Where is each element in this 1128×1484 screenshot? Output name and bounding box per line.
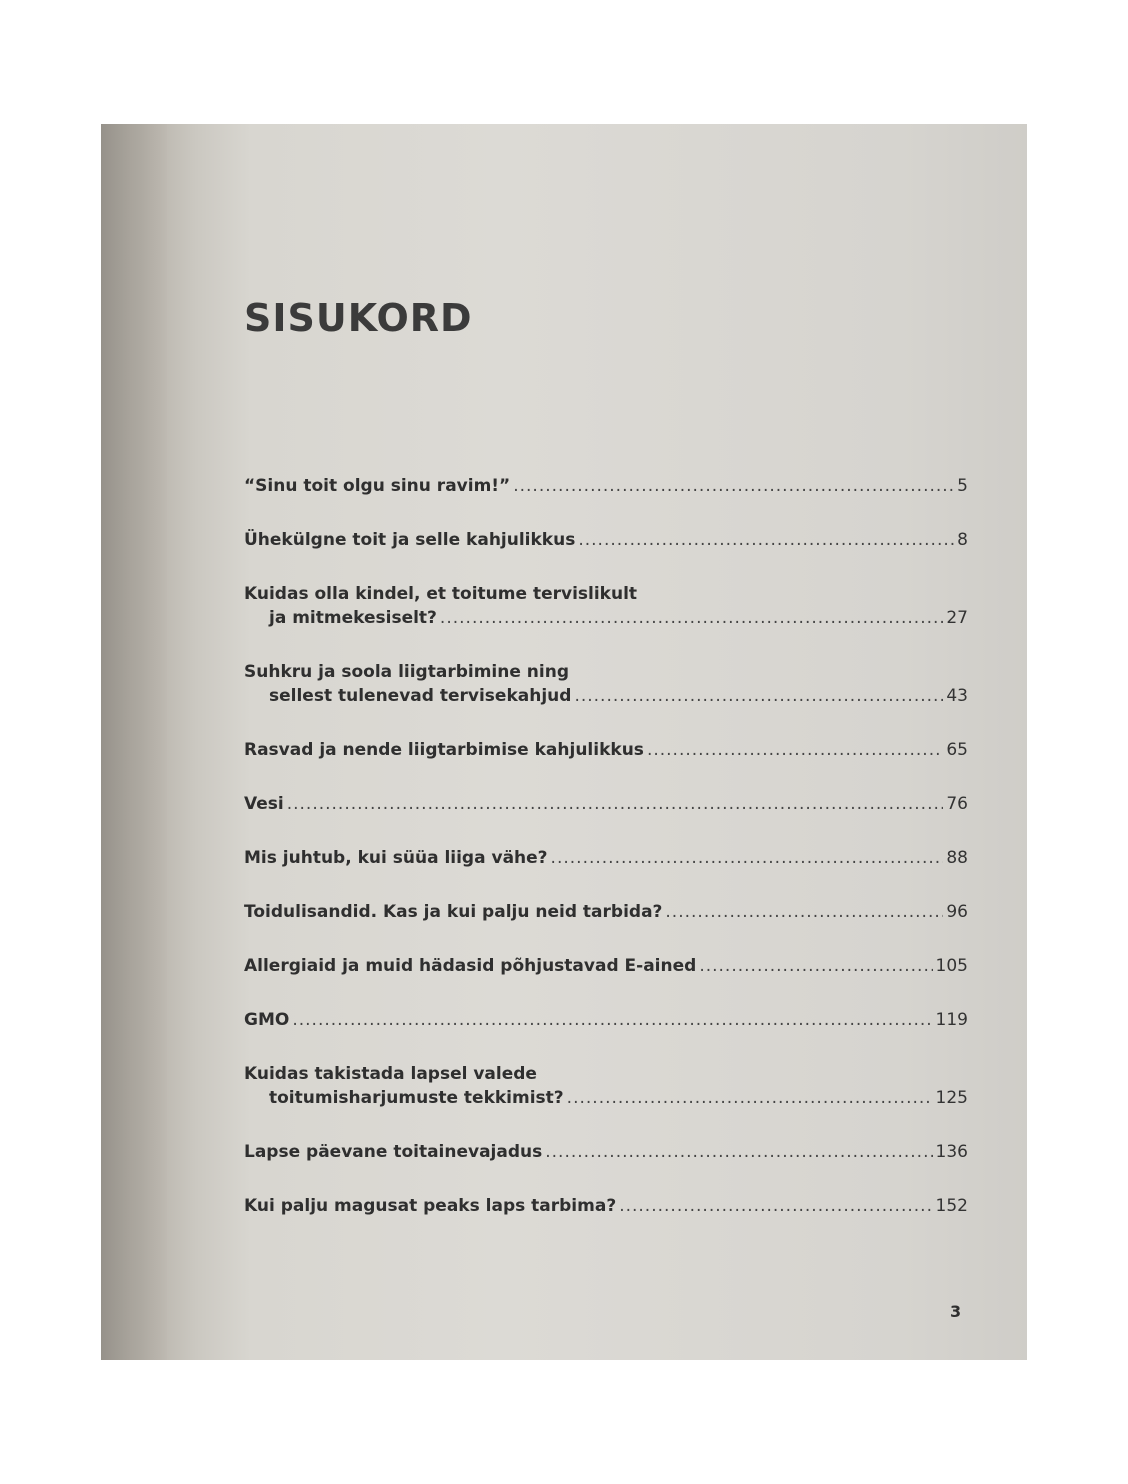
table-of-contents: [244, 474, 968, 1218]
toc-entry: [244, 792, 968, 816]
toc-leader-dots: [287, 792, 944, 816]
toc-entry: [244, 1194, 968, 1218]
toc-entry-title: Ühekülgne toit ja selle kahjulikkus: [244, 530, 576, 550]
toc-entry-page: 88: [946, 848, 968, 868]
toc-entry-page: 136: [935, 1142, 968, 1162]
toc-entry-title: Vesi: [244, 794, 284, 814]
toc-leader-dots: [647, 738, 943, 762]
toc-entry: [244, 1140, 968, 1164]
toc-entry-title-continued: toitumisharjumuste tekkimist?: [269, 1088, 564, 1108]
toc-entry: [244, 474, 968, 498]
toc-leader-dots: [574, 684, 943, 708]
toc-entry-page: 65: [946, 740, 968, 760]
toc-entry: [244, 846, 968, 870]
toc-entry: [244, 954, 968, 978]
toc-entry-page: 8: [957, 530, 968, 550]
toc-leader-dots: [619, 1194, 932, 1218]
toc-entry-page: 96: [946, 902, 968, 922]
book-spine: [101, 124, 167, 1360]
toc-entry-title: Mis juhtub, kui süüa liiga vähe?: [244, 848, 548, 868]
toc-leader-dots: [578, 528, 954, 552]
toc-entry: [244, 1008, 968, 1032]
toc-entry-page: 43: [946, 686, 968, 706]
toc-leader-dots: [545, 1140, 932, 1164]
toc-entry: [244, 528, 968, 552]
toc-entry-title-continued: ja mitmekesiselt?: [269, 608, 437, 628]
toc-entry: [244, 660, 968, 708]
toc-entry-page: 119: [935, 1010, 968, 1030]
toc-entry-page: 125: [935, 1088, 968, 1108]
toc-entry-page: 76: [946, 794, 968, 814]
toc-entry-title-continued: sellest tulenevad tervisekahjud: [269, 686, 572, 706]
toc-entry: [244, 738, 968, 762]
toc-leader-dots: [292, 1008, 932, 1032]
toc-entry-title: “Sinu toit olgu sinu ravim!”: [244, 476, 511, 496]
toc-entry-page: 27: [946, 608, 968, 628]
page-title: SISUKORD: [244, 296, 473, 340]
toc-leader-dots: [699, 954, 932, 978]
toc-entry-title: Rasvad ja nende liigtarbimise kahjulikkus: [244, 740, 644, 760]
toc-leader-dots: [665, 900, 943, 924]
page-number: 3: [950, 1302, 962, 1321]
toc-entry: [244, 1062, 968, 1110]
toc-entry-title: Allergiaid ja muid hädasid põhjustavad E-ained: [244, 956, 697, 976]
toc-entry-page: 105: [935, 956, 968, 976]
page: [167, 124, 1027, 1360]
toc-entry-page: 152: [935, 1196, 968, 1216]
book-page-photo: [101, 124, 1027, 1360]
toc-entry: [244, 900, 968, 924]
toc-entry-page: 5: [957, 476, 968, 496]
toc-entry-title: Suhkru ja soola liigtarbimine ning: [244, 662, 569, 682]
toc-leader-dots: [513, 474, 954, 498]
toc-entry-title: Kuidas takistada lapsel valede: [244, 1064, 537, 1084]
toc-entry: [244, 582, 968, 630]
toc-entry-title: Kuidas olla kindel, et toitume tervislikult: [244, 584, 638, 604]
toc-leader-dots: [551, 846, 944, 870]
toc-entry-title: Toidulisandid. Kas ja kui palju neid tarbida?: [244, 902, 663, 922]
toc-entry-title: Kui palju magusat peaks laps tarbima?: [244, 1196, 617, 1216]
toc-leader-dots: [567, 1086, 933, 1110]
toc-entry-title: Lapse päevane toitainevajadus: [244, 1142, 543, 1162]
toc-leader-dots: [440, 606, 943, 630]
toc-entry-title: GMO: [244, 1010, 290, 1030]
